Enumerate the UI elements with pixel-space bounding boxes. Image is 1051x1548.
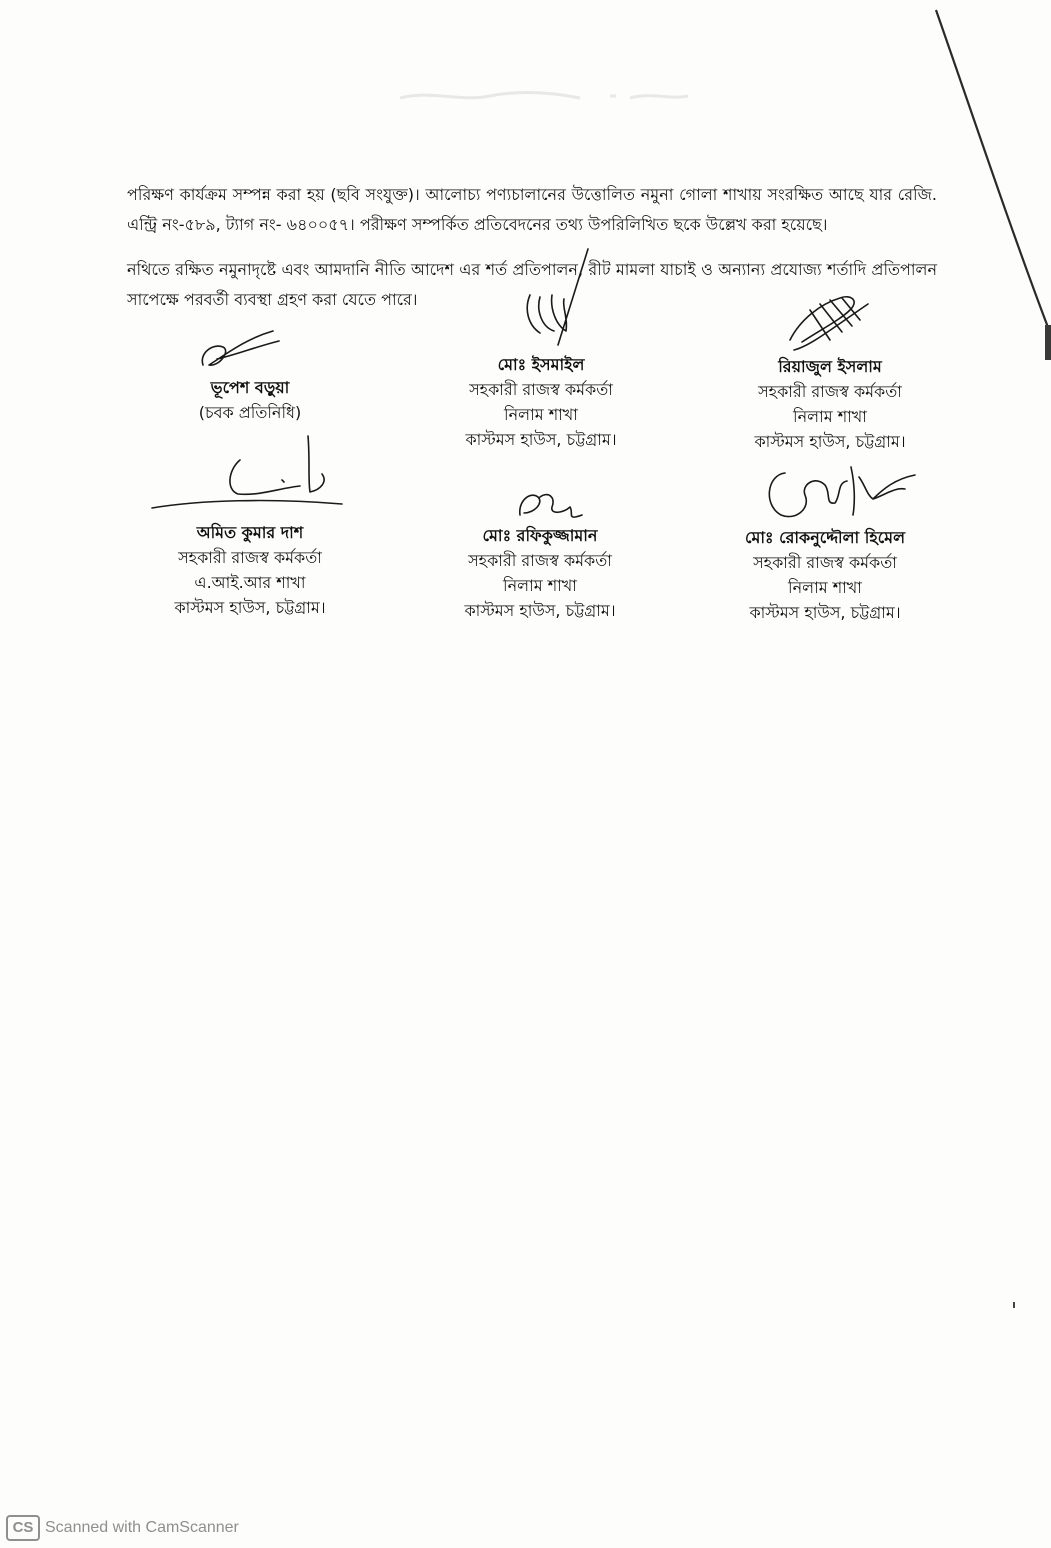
signatory-name: রিয়াজুল ইসলাম bbox=[778, 357, 882, 376]
faint-bleed-through bbox=[400, 86, 690, 106]
signatory-designation: সহকারী রাজস্ব কর্মকর্তা bbox=[178, 548, 322, 567]
signatory-designation: (চবক প্রতিনিধি) bbox=[198, 403, 302, 422]
signatory-branch: নিলাম শাখা bbox=[793, 407, 867, 426]
scan-speck bbox=[1013, 1302, 1015, 1308]
signature-rafiquzzaman bbox=[510, 483, 590, 528]
signature-rokonuddoula bbox=[755, 455, 925, 530]
signature-bhupesh bbox=[195, 325, 285, 375]
signatory-name: মোঃ রফিকুজ্জামান bbox=[482, 526, 598, 545]
signatory-branch: নিলাম শাখা bbox=[503, 576, 577, 595]
signatory-office: কাস্টমস হাউস, চট্টগ্রাম। bbox=[465, 430, 617, 449]
signatory-designation: সহকারী রাজস্ব কর্মকর্তা bbox=[469, 380, 613, 399]
signatory-designation: সহকারী রাজস্ব কর্মকর্তা bbox=[758, 382, 902, 401]
paragraph-recommendation: নথিতে রক্ষিত নমুনাদৃষ্টে এবং আমদানি নীতি আদেশ এর শর্ত প্রতিপালন, রীট মামলা যাচাই ও অন্যান্য প্রযোজ্য শর্তাদি প্রতিপালন সাপেক্ষে পরবর্তী ব্যবস্থা গ্রহণ করা যেতে পারে। bbox=[127, 260, 937, 309]
signatory-office: কাস্টমস হাউস, চট্টগ্রাম। bbox=[749, 603, 901, 622]
signature-amit bbox=[150, 430, 350, 520]
signatory-block-2 bbox=[391, 352, 691, 452]
signatory-name: মোঃ ইসমাইল bbox=[497, 355, 585, 374]
signatory-branch: নিলাম শাখা bbox=[504, 405, 578, 424]
signatory-name: অমিত কুমার দাশ bbox=[196, 523, 304, 542]
signatory-name: মোঃ রোকনুদ্দৌলা হিমেল bbox=[745, 528, 905, 547]
camscanner-logo-icon: CS bbox=[6, 1515, 40, 1541]
signatory-office: কাস্টমস হাউস, চট্টগ্রাম। bbox=[754, 432, 906, 451]
signatory-block-6 bbox=[675, 525, 975, 625]
signatory-branch: নিলাম শাখা bbox=[788, 578, 862, 597]
camscanner-watermark bbox=[6, 1515, 239, 1541]
watermark-text: Scanned with CamScanner bbox=[45, 1519, 239, 1536]
signatory-office: কাস্টমস হাউস, চট্টগ্রাম। bbox=[174, 598, 326, 617]
signatory-block-4 bbox=[100, 520, 400, 620]
scan-edge-shadow bbox=[931, 0, 1051, 360]
signatory-office: কাস্টমস হাউস, চট্টগ্রাম। bbox=[464, 601, 616, 620]
paragraph-test-findings: পরিক্ষণ কার্যক্রম সম্পন্ন করা হয় (ছবি সংযুক্ত)। আলোচ্য পণ্যচালানের উত্তোলিত নমুনা গোলা শাখায় সংরক্ষিত আছে যার রেজি. এন্ট্রি নং-৫৮৯, ট্যাগ নং- ৬৪০০৫৭। পরীক্ষণ সম্পর্কিত প্রতিবেদনের তথ্য উপরিলিখিত ছকে উল্লেখ করা হয়েছে। bbox=[127, 185, 937, 234]
signatory-name: ভূপেশ বড়ুয়া bbox=[210, 378, 290, 397]
signatory-block-5 bbox=[390, 523, 690, 623]
signature-ismail bbox=[510, 245, 600, 355]
signatory-block-1 bbox=[100, 375, 400, 425]
signatory-block-3 bbox=[680, 354, 980, 454]
signatory-designation: সহকারী রাজস্ব কর্মকর্তা bbox=[468, 551, 612, 570]
signatory-branch: এ.আই.আর শাখা bbox=[194, 573, 306, 592]
signatory-designation: সহকারী রাজস্ব কর্মকর্তা bbox=[753, 553, 897, 572]
